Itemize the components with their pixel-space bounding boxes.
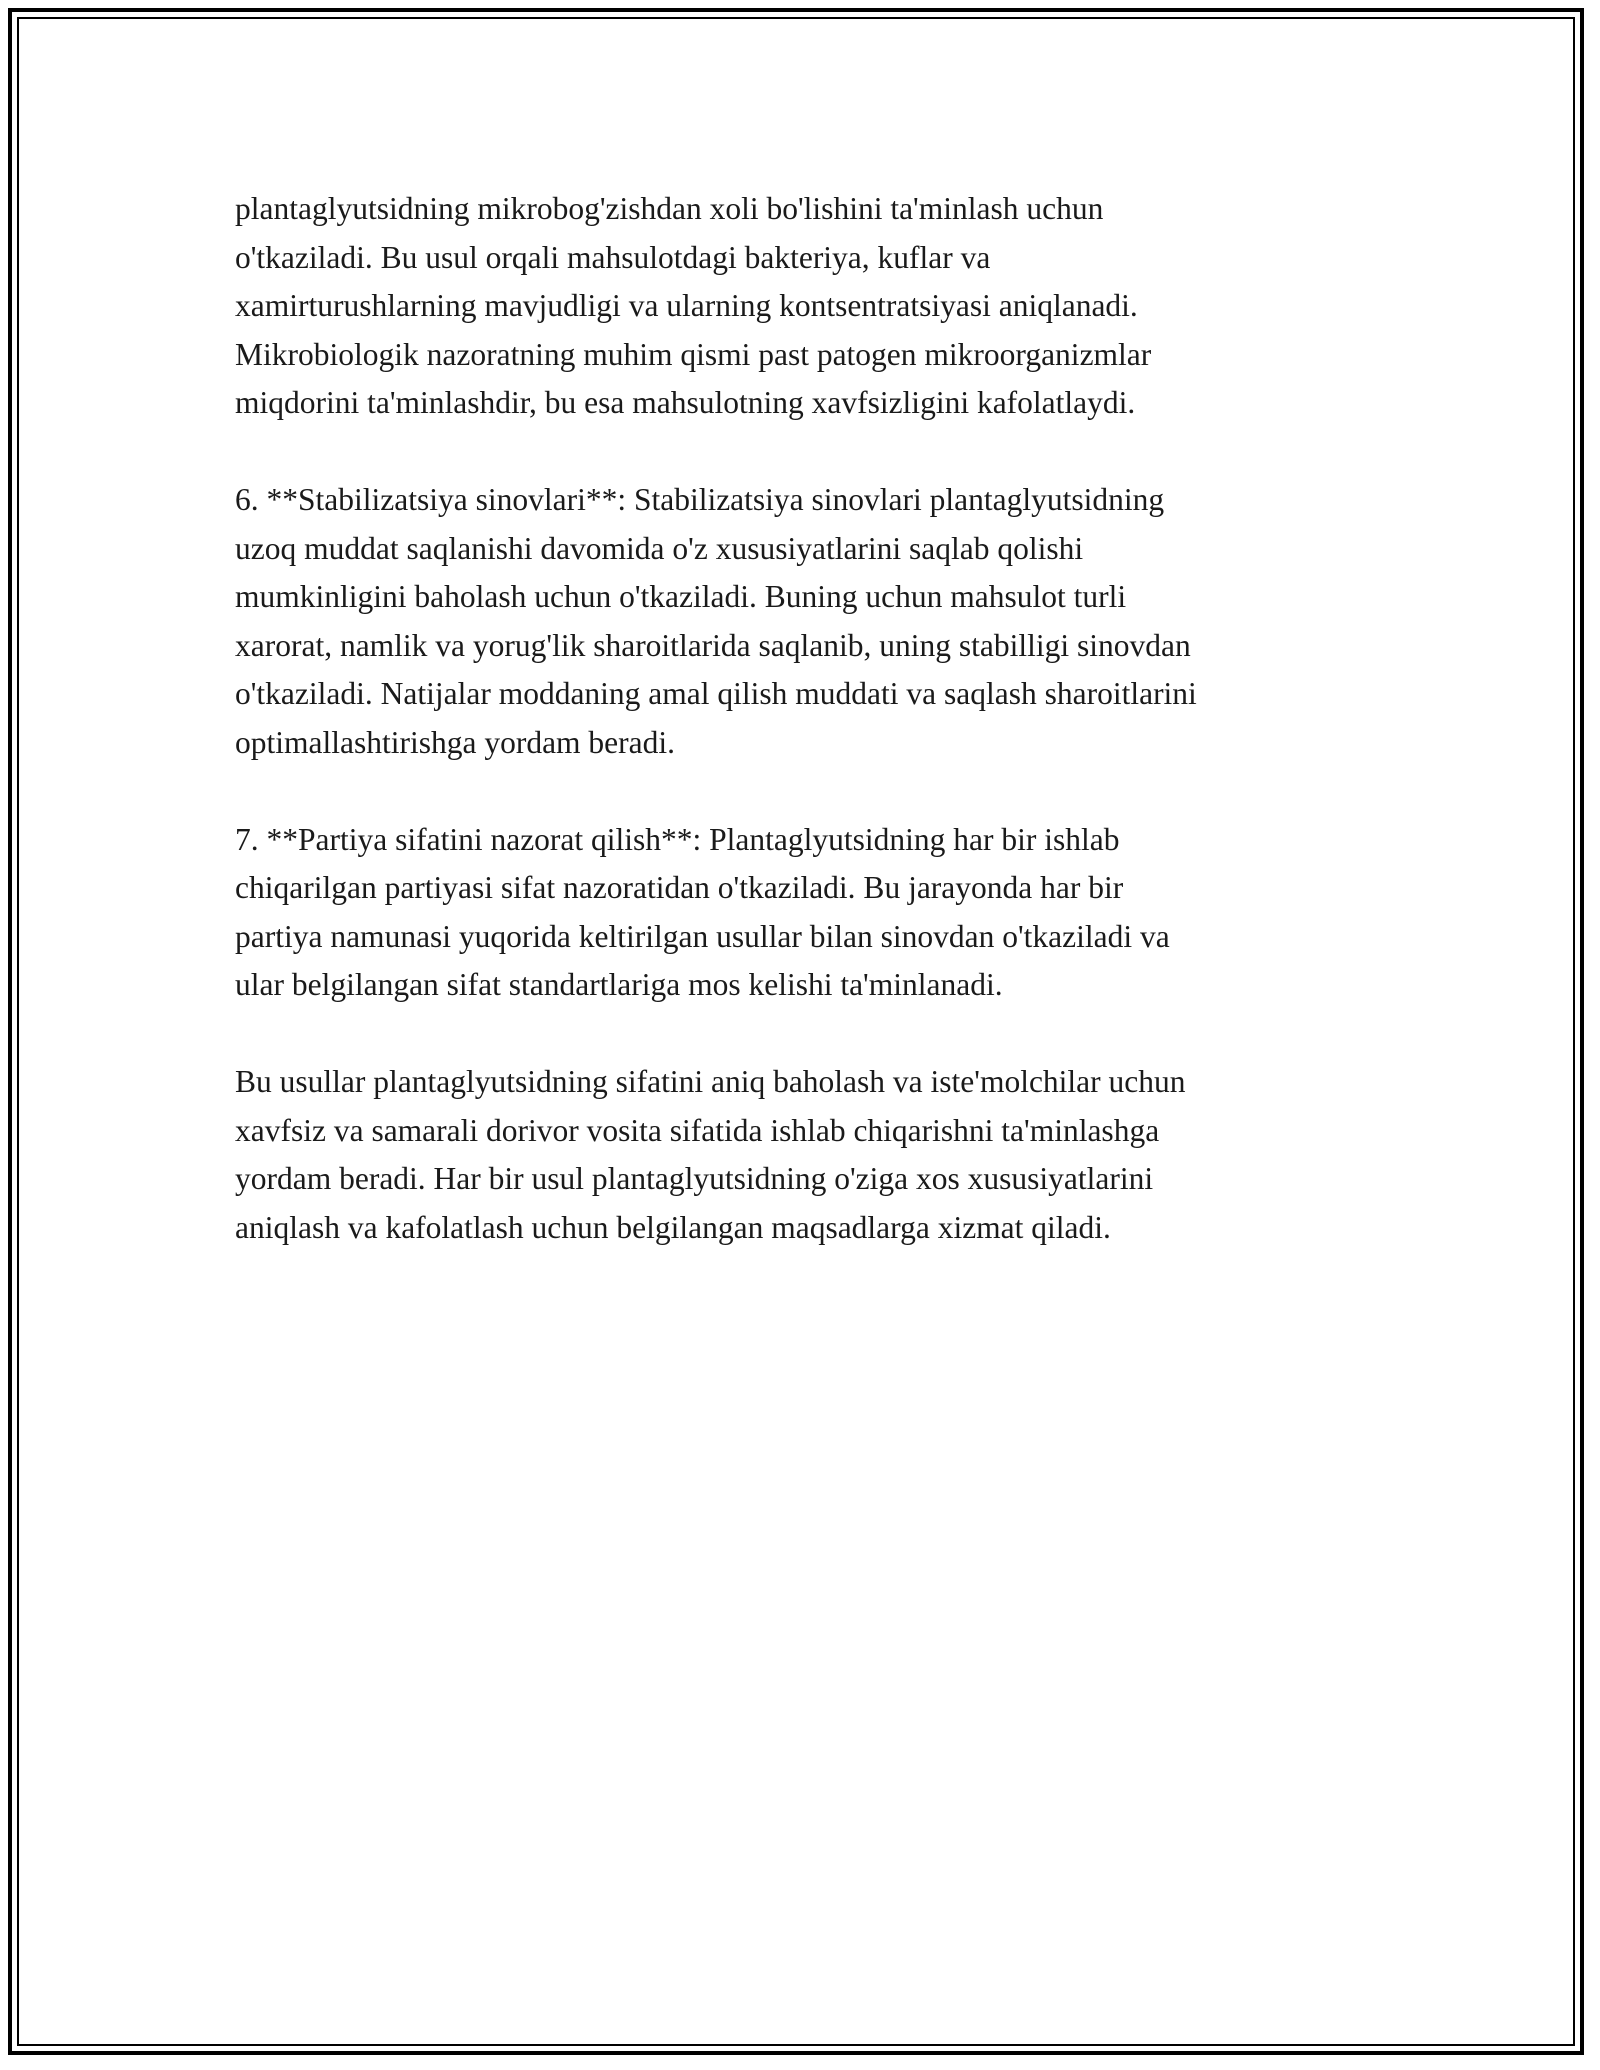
text-line: 6. **Stabilizatsiya sinovlari**: Stabilizatsiya sinovlari plantaglyutsidning <box>235 482 1165 517</box>
text-line: xavfsiz va samarali dorivor vosita sifatida ishlab chiqarishni ta'minlashga <box>235 1112 1160 1148</box>
text-line: partiya namunasi yuqorida keltirilgan usullar bilan sinovdan o'tkaziladi va <box>235 918 1170 954</box>
paragraph-conclusion <box>235 1058 1375 1252</box>
text-line: xarorat, namlik va yorug'lik sharoitlarida saqlanib, uning stabilligi sinovdan <box>235 627 1191 663</box>
text-line: Bu usullar plantaglyutsidning sifatini aniq baholash va iste'molchilar uchun <box>235 1064 1186 1099</box>
paragraph-stabilization-tests <box>235 476 1375 767</box>
text-line: yordam beradi. Har bir usul plantaglyutsidning o'ziga xos xususiyatlarini <box>235 1161 1154 1196</box>
text-line: o'tkaziladi. Natijalar moddaning amal qilish muddati va saqlash sharoitlarini <box>235 676 1197 711</box>
text-line: ular belgilangan sifat standartlariga mos kelishi ta'minlanadi. <box>235 967 1003 1002</box>
text-line: plantaglyutsidning mikrobog'zishdan xoli bo'lishini ta'minlash uchun <box>235 191 1104 226</box>
text-line: Mikrobiologik nazoratning muhim qismi past patogen mikroorganizmlar <box>235 336 1152 372</box>
paragraph-batch-quality-control <box>235 816 1375 1010</box>
document-body <box>235 185 1375 1301</box>
text-line: uzoq muddat saqlanishi davomida o'z xususiyatlarini saqlab qolishi <box>235 530 1084 566</box>
text-line: optimallashtirishga yordam beradi. <box>235 724 676 760</box>
text-line: aniqlash va kafolatlash uchun belgilangan maqsadlarga xizmat qiladi. <box>235 1209 1111 1245</box>
text-line: mumkinligini baholash uchun o'tkaziladi. Buning uchun mahsulot turli <box>235 579 1127 614</box>
text-line: 7. **Partiya sifatini nazorat qilish**: Plantaglyutsidning har bir ishlab <box>235 821 1120 857</box>
text-line: miqdorini ta'minlashdir, bu esa mahsulotning xavfsizligini kafolatlaydi. <box>235 385 1136 420</box>
text-line: xamirturushlarning mavjudligi va ularning kontsentratsiyasi aniqlanadi. <box>235 288 1138 323</box>
text-line: o'tkaziladi. Bu usul orqali mahsulotdagi bakteriya, kuflar va <box>235 239 991 275</box>
text-line: chiqarilgan partiyasi sifat nazoratidan o'tkaziladi. Bu jarayonda har bir <box>235 870 1124 905</box>
paragraph-microbiology <box>235 185 1375 428</box>
